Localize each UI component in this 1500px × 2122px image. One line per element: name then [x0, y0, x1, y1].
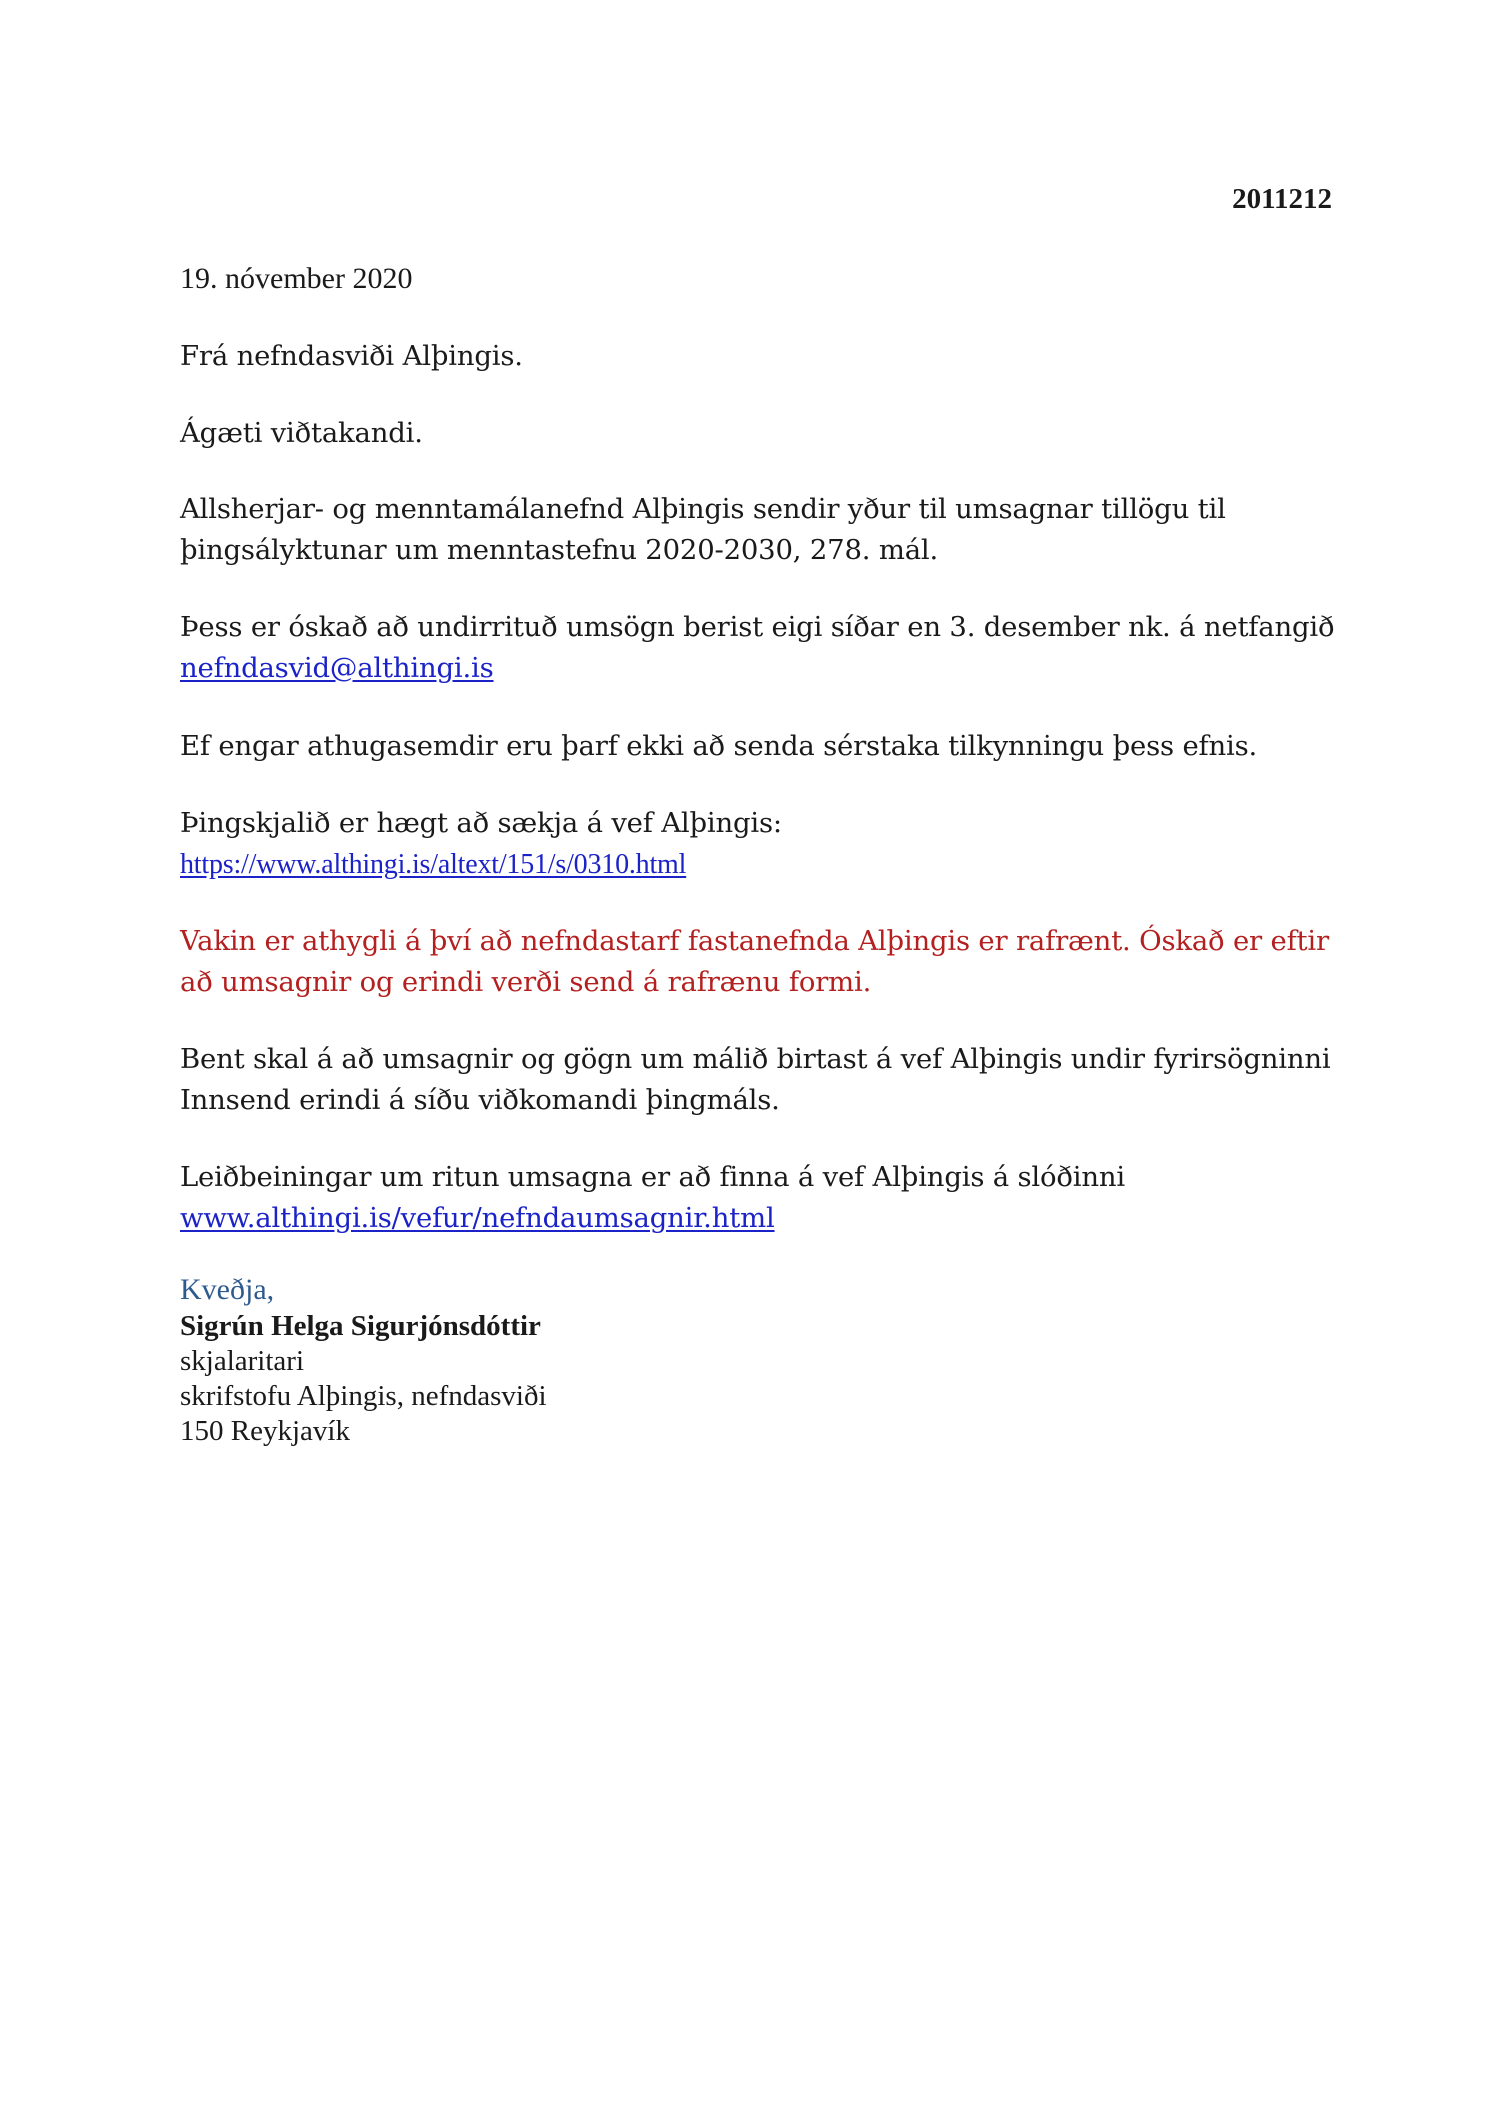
paragraph-line: Bent skal á að umsagnir og gögn um málið birtast á vef Alþingis undir fyrirsögninni [180, 1043, 1331, 1075]
email-link[interactable]: nefndasvid@althingi.is [180, 652, 494, 684]
closing-salutation: Kveðja, [180, 1273, 275, 1306]
signer-city: 150 Reykjavík [180, 1415, 350, 1447]
paragraph-deadline [180, 607, 1334, 689]
paragraph-line: Leiðbeiningar um ritun umsagna er að finna á vef Alþingis á slóðinni [180, 1161, 1125, 1193]
document-url-link[interactable]: https://www.althingi.is/altext/151/s/0310.html [180, 849, 687, 880]
guidelines-link[interactable]: www.althingi.is/vefur/nefndaumsagnir.html [180, 1202, 775, 1234]
paragraph-document-link [180, 803, 782, 885]
sender-line: Frá nefndasviði Alþingis. [180, 340, 523, 372]
paragraph-line: Innsend erindi á síðu viðkomandi þingmáls. [180, 1084, 780, 1116]
notice-line: að umsagnir og erindi verði send á rafrænu formi. [180, 966, 872, 998]
paragraph-no-comments: Ef engar athugasemdir eru þarf ekki að senda sérstaka tilkynningu þess efnis. [180, 730, 1258, 762]
electronic-notice [180, 921, 1329, 1003]
signer-name: Sigrún Helga Sigurjónsdóttir [180, 1310, 541, 1342]
paragraph-line: Þess er óskað að undirrituð umsögn berist eigi síðar en 3. desember nk. á netfangið [180, 611, 1335, 643]
paragraph-request [180, 489, 1226, 571]
greeting: Ágæti viðtakandi. [180, 417, 423, 449]
notice-line: Vakin er athygli á því að nefndastarf fastanefnda Alþingis er rafrænt. Óskað er eftir [180, 925, 1329, 957]
signature-block [180, 1272, 547, 1449]
paragraph-publication [180, 1039, 1331, 1121]
signer-office: skrifstofu Alþingis, nefndasviði [180, 1380, 547, 1412]
signer-title: skjalaritari [180, 1345, 305, 1377]
paragraph-line: Allsherjar- og menntamálanefnd Alþingis sendir yður til umsagnar tillögu til [180, 493, 1226, 525]
paragraph-guidelines [180, 1157, 1125, 1239]
paragraph-line: þingsályktunar um menntastefnu 2020-2030, 278. mál. [180, 534, 939, 566]
paragraph-line: Þingskjalið er hægt að sækja á vef Alþingis: [180, 807, 782, 839]
letter-date: 19. nóvember 2020 [180, 262, 413, 295]
document-number: 2011212 [1232, 183, 1332, 215]
